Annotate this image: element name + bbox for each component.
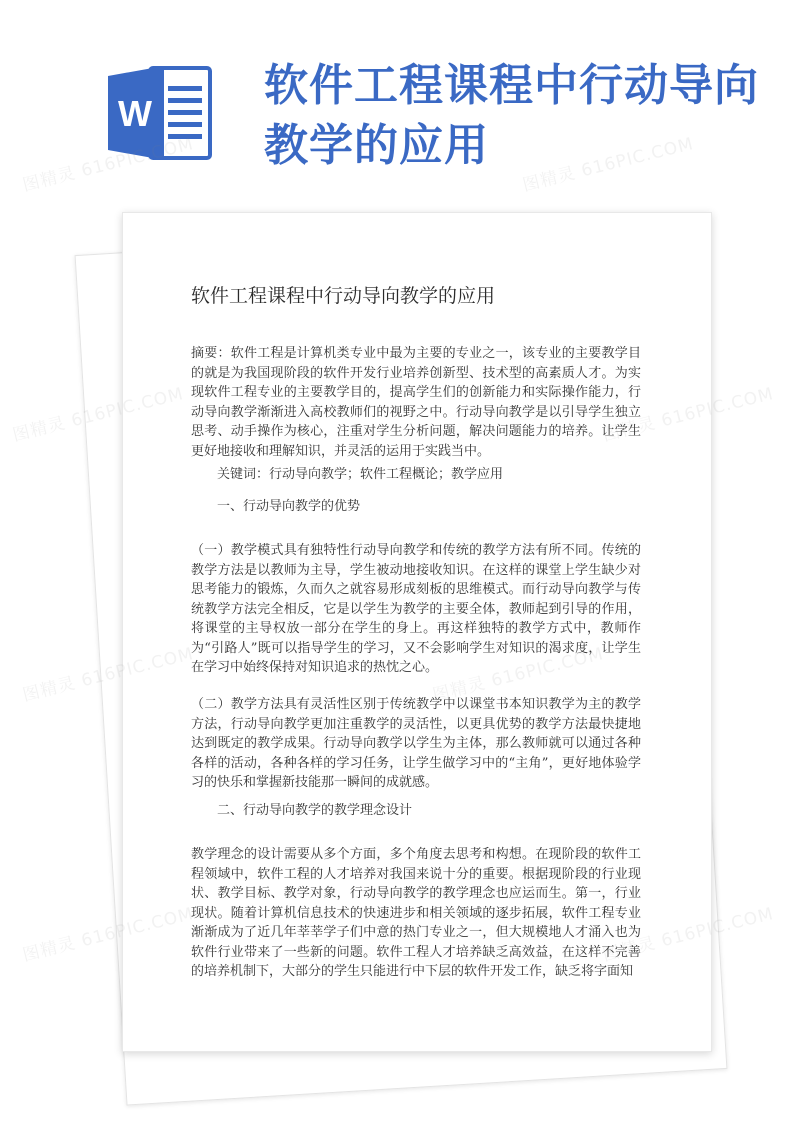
watermark: 图精灵 (20, 673, 79, 706)
section-heading: 一、行动导向教学的优势 (217, 499, 361, 514)
section-heading: 二、行动导向教学的教学理念设计 (217, 803, 413, 818)
keywords-line: 关键词：行动导向教学；软件工程概论；教学应用 (217, 467, 504, 482)
document-title: 软件工程课程中行动导向教学的应用 (191, 285, 496, 307)
document-page (122, 212, 712, 1052)
abstract-paragraph: 摘要：软件工程是计算机类专业中最为主要的专业之一，该专业的主要教学目的就是为我国现阶段的软件开发行业培养创新型、技术型的高素质人才。为实现软件工程专业的主要教学目的，提高学生们的创新能力和实际操作能力，行动导向教学渐渐进入高校教师们的视野之中。行动导向教学是以引导学生独立思考、动手操作为核心，注重对学生分析问题，解决问题能力的培养。让学生更好地接收和理解知识，并灵活的运用于实践当中。 (191, 346, 641, 459)
watermark: 图精灵 616PIC.COM (520, 134, 696, 196)
word-document-icon (106, 62, 214, 164)
body-paragraph: 教学理念的设计需要从多个方面，多个角度去思考和构想。在现阶段的软件工程领域中，软件工程的人才培养对我国来说十分的重要。根据现阶段的行业现状、教学目标、教学对象，行动导向教学的教学理念也应运而生。第一，行业现状。随着计算机信息技术的快速进步和相关领域的逐步拓展，软件工程专业渐渐成为了近几年莘莘学子们中意的热门专业之一，但大规模地人才涌入也为软件行业带来了一些新的问题。软件工程人才培养缺乏高效益，在这样不完善的培养机制下，大部分的学生只能进行中下层的软件开发工作，缺乏将字面知 (191, 847, 641, 979)
watermark: 616PIC.COM (659, 384, 776, 432)
watermark: 图精灵 (10, 413, 69, 446)
watermark: 图精灵 616PIC.COM (20, 904, 196, 966)
svg-text:W: W (118, 93, 152, 134)
body-paragraph: （二）教学方法具有灵活性区别于传统教学中以课堂书本知识教学为主的教学方法，行动导向教学更加注重教学的灵活性，以更具优势的教学方法最快捷地达到既定的教学成果。行动导向教学以学生为主体，那么教师就可以通过各种各样的活动，各种各样的学习任务，让学生做学习中的“主角”，更好地体验学习的快乐和掌握新技能那一瞬间的成就感。 (191, 697, 641, 790)
hero-title: 软件工程课程中行动导向教学的应用 (264, 60, 759, 171)
body-paragraph: （一）教学模式具有独特性行动导向教学和传统的教学方法有所不同。传统的教学方法是以教师为主导，学生被动地接收知识。在这样的课堂上学生缺少对思考能力的锻炼，久而久之就容易形成刻板的思维模式。而行动导向教学与传统教学方法完全相反，它是以学生为教学的主要全体，教师起到引导的作用，将课堂的主导权放一部分在学生的身上。再这样独特的教学方式中，教师作为“引路人”既可以指导学生的学习，又不会影响学生对知识的渴求度，让学生在学习中始终保持对知识追求的热忱之心。 (191, 543, 641, 675)
watermark: 图精灵 616PIC.COM (20, 134, 196, 196)
